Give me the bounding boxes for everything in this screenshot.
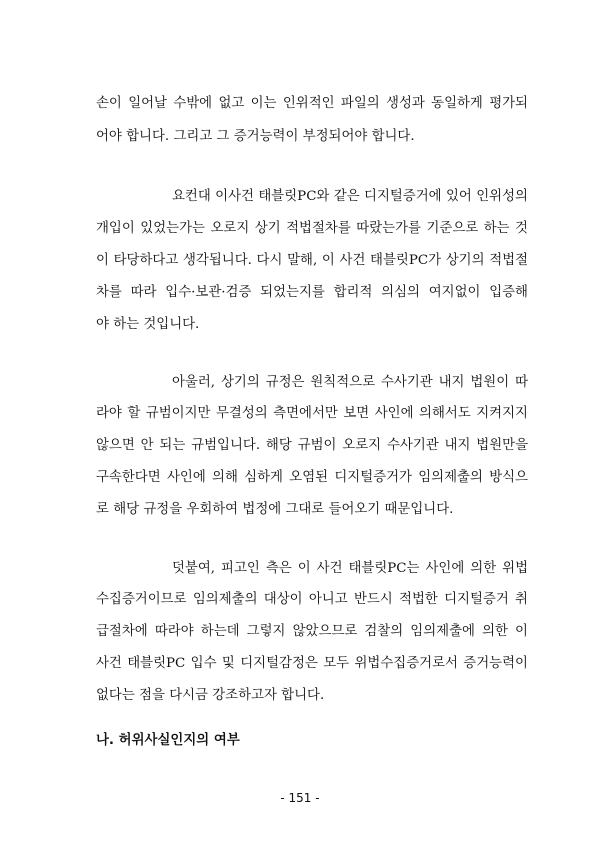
text-line: 아울러, 상기의 규정은 원칙적으로 수사기관 내지 법원이 따 (172, 375, 528, 390)
text-line: 급절차에 따라야 하는데 그렇지 않았으므로 검찰의 임의제출에 의한 이 (96, 624, 528, 639)
text-line: 개입이 있었는가는 오로지 상기 적법절차를 따랐는가를 기준으로 하는 것 (96, 221, 528, 236)
text-line: 구속한다면 사인에 의해 심하게 오염된 디지털증거가 임의제출의 방식으 (96, 470, 528, 485)
text-line: 않으면 안 되는 규범입니다. 해당 규범이 오로지 수사기관 내지 법원만을 (96, 438, 528, 453)
text-line: 사건 태블릿PC 입수 및 디지털감정은 모두 위법수집증거로서 증거능력이 (96, 656, 528, 671)
text-line: 덧붙여, 피고인 측은 이 사건 태블릿PC는 사인에 의한 위법 (172, 561, 528, 576)
text-line: 로 해당 규정을 우회하여 법정에 그대로 들어오기 때문입니다. (96, 502, 454, 517)
text-line: 수집증거이므로 임의제출의 대상이 아니고 반드시 적법한 디지털증거 취 (96, 592, 528, 607)
text-line: 차를 따라 입수·보관·검증 되었는지를 합리적 의심의 여지없이 입증해 (96, 285, 528, 300)
text-line: 야 하는 것입니다. (96, 317, 200, 332)
text-line: 요컨대 이사건 태블릿PC와 같은 디지털증거에 있어 인위성의 (172, 189, 528, 204)
text-line: 라야 할 규범이지만 무결성의 측면에서만 보면 사인에 의해서도 지켜지지 (96, 406, 528, 421)
text-line: 이 타당하다고 생각됩니다. 다시 말해, 이 사건 태블릿PC가 상기의 적법절 (96, 253, 528, 268)
text-line: 어야 합니다. 그리고 그 증거능력이 부정되어야 합니다. (96, 129, 415, 144)
text-line: 손이 일어날 수밖에 없고 이는 인위적인 파일의 생성과 동일하게 평가되 (96, 96, 528, 111)
text-line: 없다는 점을 다시금 강조하고자 합니다. (96, 688, 325, 703)
section-heading: 나. 허위사실인지의 여부 (96, 733, 240, 748)
page-number: - 151 - (280, 791, 320, 805)
